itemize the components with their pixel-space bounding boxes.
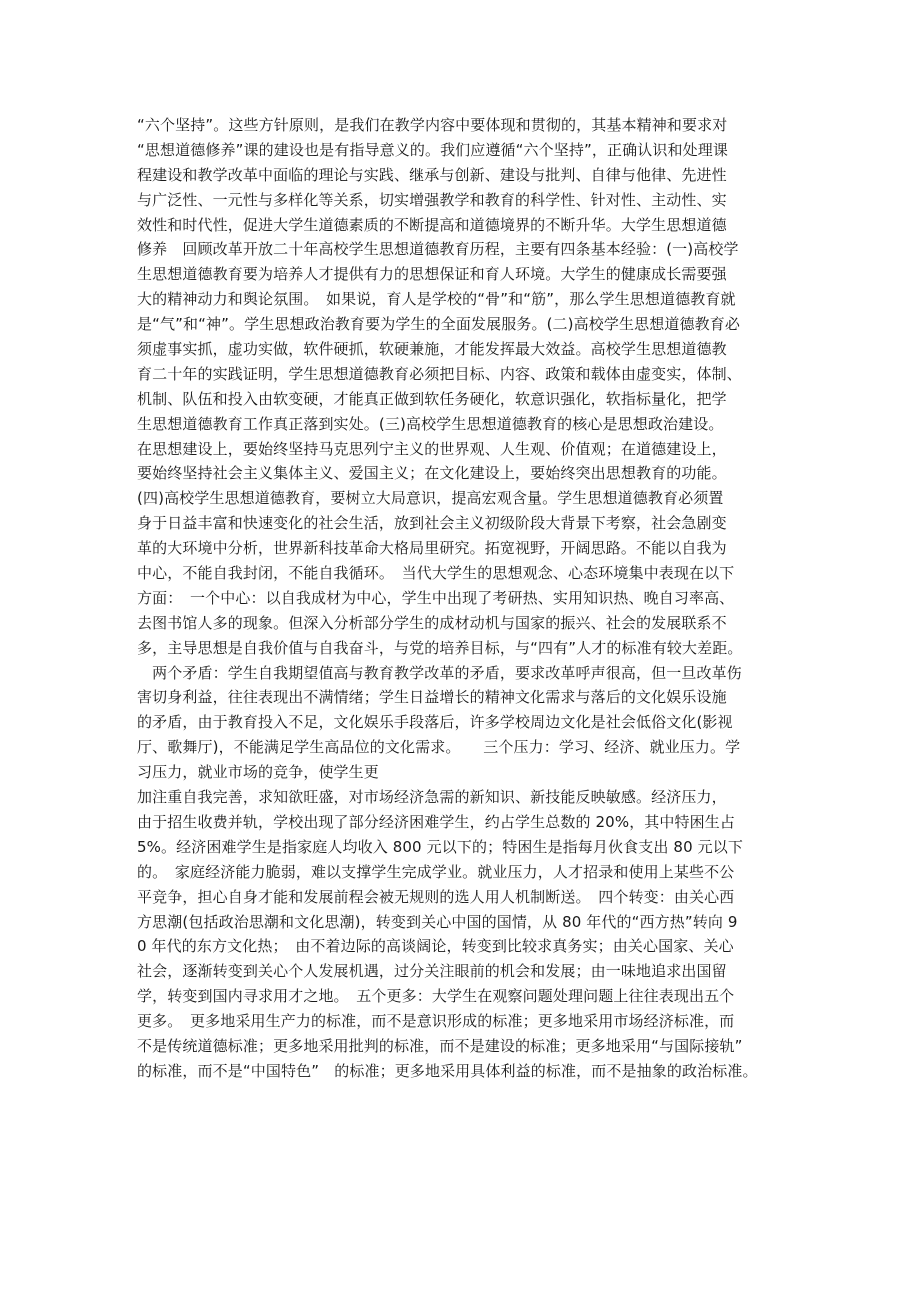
text-line: 在思想建设上，要始终坚持马克思列宁主义的世界观、人生观、价值观；在道德建设上， [137, 439, 727, 458]
text-line: (四)高校学生思想道德教育，要树立大局意识，提高宏观含量。学生思想道德教育必须置 [137, 489, 724, 508]
text-line: 程建设和教学改革中面临的理论与实践、继承与创新、建设与批判、自律与他律、先进性 [137, 165, 727, 184]
text-line: 多，主导思想是自我价值与自我奋斗，与党的培养目标，与“四有”人才的标准有较大差距。 [137, 638, 743, 657]
text-line: 修养 回顾改革开放二十年高校学生思想道德教育历程，主要有四条基本经验：(一)高校学 [137, 240, 739, 259]
text-line: 方思潮(包括政治思潮和文化思潮)，转变到关心中国的国情，从 80 年代的“西方热”转向 9 [137, 912, 738, 931]
text-line: 大的精神动力和舆论氛围。 如果说，育人是学校的“骨”和“筋”，那么学生思想道德教育就 [137, 290, 736, 309]
text-line: 方面： 一个中心：以自我成材为中心，学生中出现了考研热、实用知识热、晚自习率高、 [137, 588, 735, 607]
text-line: 是“气”和“神”。学生思想政治教育要为学生的全面发展服务。(二)高校学生思想道德教育必 [137, 315, 740, 334]
text-line: 不是传统道德标准；更多地采用批判的标准，而不是建设的标准；更多地采用“与国际接轨” [137, 1036, 743, 1055]
text-line: 由于招生收费并轨，学校出现了部分经济困难学生，约占学生总数的 20%，其中特困生占 [137, 812, 736, 831]
text-line: “思想道德修养”课的建设也是有指导意义的。我们应遵循“六个坚持”，正确认识和处理课 [137, 140, 729, 159]
text-line: 机制、队伍和投入由软变硬，才能真正做到软任务硬化，软意识强化，软指标量化，把学 [137, 389, 727, 408]
text-line: 革的大环境中分析，世界新科技革命大格局里研究。拓宽视野，开阔思路。不能以自我为 [137, 539, 727, 558]
text-line: “六个坚持”。这些方针原则，是我们在教学内容中要体现和贯彻的，其基本精神和要求对 [137, 116, 728, 134]
text-line: 中心，不能自我封闭，不能自我循环。 当代大学生的思想观念、心态环境集中表现在以下 [137, 564, 735, 583]
text-line: 须虚事实抓，虚功实做，软件硬抓，软硬兼施，才能发挥最大效益。高校学生思想道德教 [137, 340, 727, 359]
text-line: 效性和时代性，促进大学生道德素质的不断提高和道德境界的不断升华。大学生思想道德 [137, 215, 727, 234]
text-line: 厅、歌舞厅)，不能满足学生高品位的文化需求。 三个压力：学习、经济、就业压力。学 [137, 738, 741, 757]
text-line: 身于日益丰富和快速变化的社会生活，放到社会主义初级阶段大背景下考察，社会急剧变 [137, 514, 727, 533]
text-line: 与广泛性、一元性与多样化等关系，切实增强教学和教育的科学性、针对性、主动性、实 [137, 190, 727, 209]
text-line: 的。 家庭经济能力脆弱，难以支撑学生完成学业。就业压力，人才招录和使用上某些不公 [137, 862, 735, 881]
text-line: 0 年代的东方文化热； 由不着边际的高谈阔论，转变到比较求真务实；由关心国家、关心 [137, 937, 734, 956]
text-line: 5%。经济困难学生是指家庭人均收入 800 元以下的；特困生是指每月伙食支出 80 元以下 [137, 837, 743, 856]
text-line: 习压力，就业市场的竞争，使学生更 [137, 763, 379, 782]
text-line: 生思想道德教育工作真正落到实处。(三)高校学生思想道德教育的核心是思想政治建设。 [137, 414, 724, 433]
text-line: 的矛盾，由于教育投入不足，文化娱乐手段落后，许多学校周边文化是社会低俗文化(影视 [137, 713, 733, 732]
text-line: 育二十年的实践证明，学生思想道德教育必须把目标、内容、政策和载体由虚变实，体制、 [137, 364, 742, 383]
text-line: 要始终坚持社会主义集体主义、爱国主义；在文化建设上，要始终突出思想教育的功能。 [137, 464, 727, 483]
text-line: 平竞争，担心自身才能和发展前程会被无规则的选人用人机制断送。 四个转变：由关心西 [137, 887, 735, 906]
text-line: 更多。 更多地采用生产力的标准，而不是意识形成的标准；更多地采用市场经济标准，而 [137, 1012, 735, 1031]
text-line: 去图书馆人多的现象。但深入分析部分学生的成材动机与国家的振兴、社会的发展联系不 [137, 613, 727, 632]
text-line: 学，转变到国内寻求用才之地。 五个更多：大学生在观察问题处理问题上往往表现出五个 [137, 987, 735, 1006]
text-line: 害切身利益，往往表现出不满情绪；学生日益增长的精神文化需求与落后的文化娱乐设施 [137, 688, 727, 707]
text-line: 两个矛盾：学生自我期望值高与教育教学改革的矛盾，要求改革呼声很高，但一旦改革伤 [137, 663, 742, 682]
text-line: 的标准，而不是“中国特色” 的标准；更多地采用具体利益的标准，而不是抽象的政治标准。 [137, 1061, 758, 1080]
text-line: 加注重自我完善，求知欲旺盛，对市场经济急需的新知识、新技能反映敏感。经济压力， [137, 788, 727, 807]
text-line: 社会，逐渐转变到关心个人发展机遇，过分关注眼前的机会和发展；由一味地追求出国留 [137, 962, 727, 981]
text-line: 生思想道德教育要为培养人才提供有力的思想保证和育人环境。大学生的健康成长需要强 [137, 265, 727, 284]
body-text [137, 113, 797, 1084]
